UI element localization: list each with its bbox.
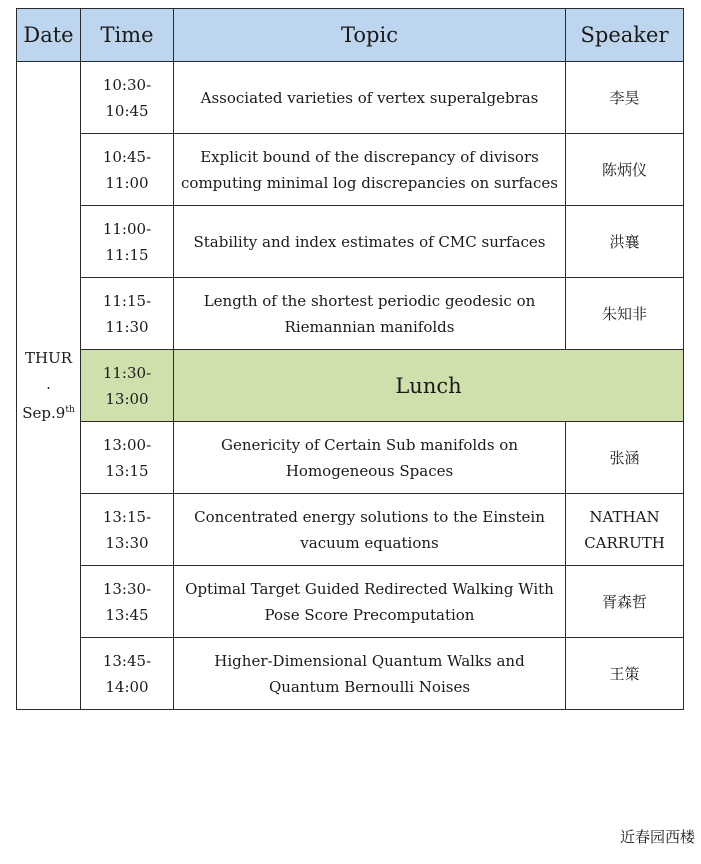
table-row <box>17 422 684 494</box>
date-dot: . <box>46 375 51 393</box>
table-row <box>17 134 684 206</box>
header-time: Time <box>81 9 174 62</box>
header-row <box>17 9 684 62</box>
time-cell: 13:00-13:15 <box>81 422 174 494</box>
lunch-label: Lunch <box>174 350 684 422</box>
speaker-cell: 洪襄 <box>566 206 684 278</box>
lunch-row <box>17 350 684 422</box>
topic-cell: Explicit bound of the discrepancy of divisors computing minimal log discrepancies on surfaces <box>174 134 566 206</box>
date-cell <box>17 62 81 710</box>
time-cell: 11:15-11:30 <box>81 278 174 350</box>
header-speaker: Speaker <box>566 9 684 62</box>
time-cell: 11:00-11:15 <box>81 206 174 278</box>
speaker-cell: 胥森哲 <box>566 566 684 638</box>
speaker-cell: 张涵 <box>566 422 684 494</box>
table-row <box>17 62 684 134</box>
topic-cell: Optimal Target Guided Redirected Walking With Pose Score Precomputation <box>174 566 566 638</box>
speaker-cell: 王策 <box>566 638 684 710</box>
topic-cell: Associated varieties of vertex superalgebras <box>174 62 566 134</box>
date-day: THUR <box>24 349 73 367</box>
topic-cell: Concentrated energy solutions to the Einstein vacuum equations <box>174 494 566 566</box>
table-row <box>17 494 684 566</box>
schedule-table <box>16 8 684 710</box>
time-cell: 11:30-13:00 <box>81 350 174 422</box>
topic-cell: Higher-Dimensional Quantum Walks and Quantum Bernoulli Noises <box>174 638 566 710</box>
header-topic: Topic <box>174 9 566 62</box>
date-ordinal: th <box>65 405 75 415</box>
speaker-cell: 陈炳仪 <box>566 134 684 206</box>
table-row <box>17 638 684 710</box>
date-value: Sep.9th <box>22 404 75 422</box>
time-cell: 10:45-11:00 <box>81 134 174 206</box>
speaker-cell: 李昊 <box>566 62 684 134</box>
time-cell: 10:30-10:45 <box>81 62 174 134</box>
header-date: Date <box>17 9 81 62</box>
time-cell: 13:45-14:00 <box>81 638 174 710</box>
topic-cell: Genericity of Certain Sub manifolds on Homogeneous Spaces <box>174 422 566 494</box>
table-row <box>17 278 684 350</box>
time-cell: 13:15-13:30 <box>81 494 174 566</box>
time-cell: 13:30-13:45 <box>81 566 174 638</box>
topic-cell: Stability and index estimates of CMC surfaces <box>174 206 566 278</box>
table-row <box>17 206 684 278</box>
table-row <box>17 566 684 638</box>
venue-label: 近春园西楼 <box>619 828 695 846</box>
topic-cell: Length of the shortest periodic geodesic on Riemannian manifolds <box>174 278 566 350</box>
speaker-cell: 朱知非 <box>566 278 684 350</box>
speaker-cell: NATHAN CARRUTH <box>566 494 684 566</box>
